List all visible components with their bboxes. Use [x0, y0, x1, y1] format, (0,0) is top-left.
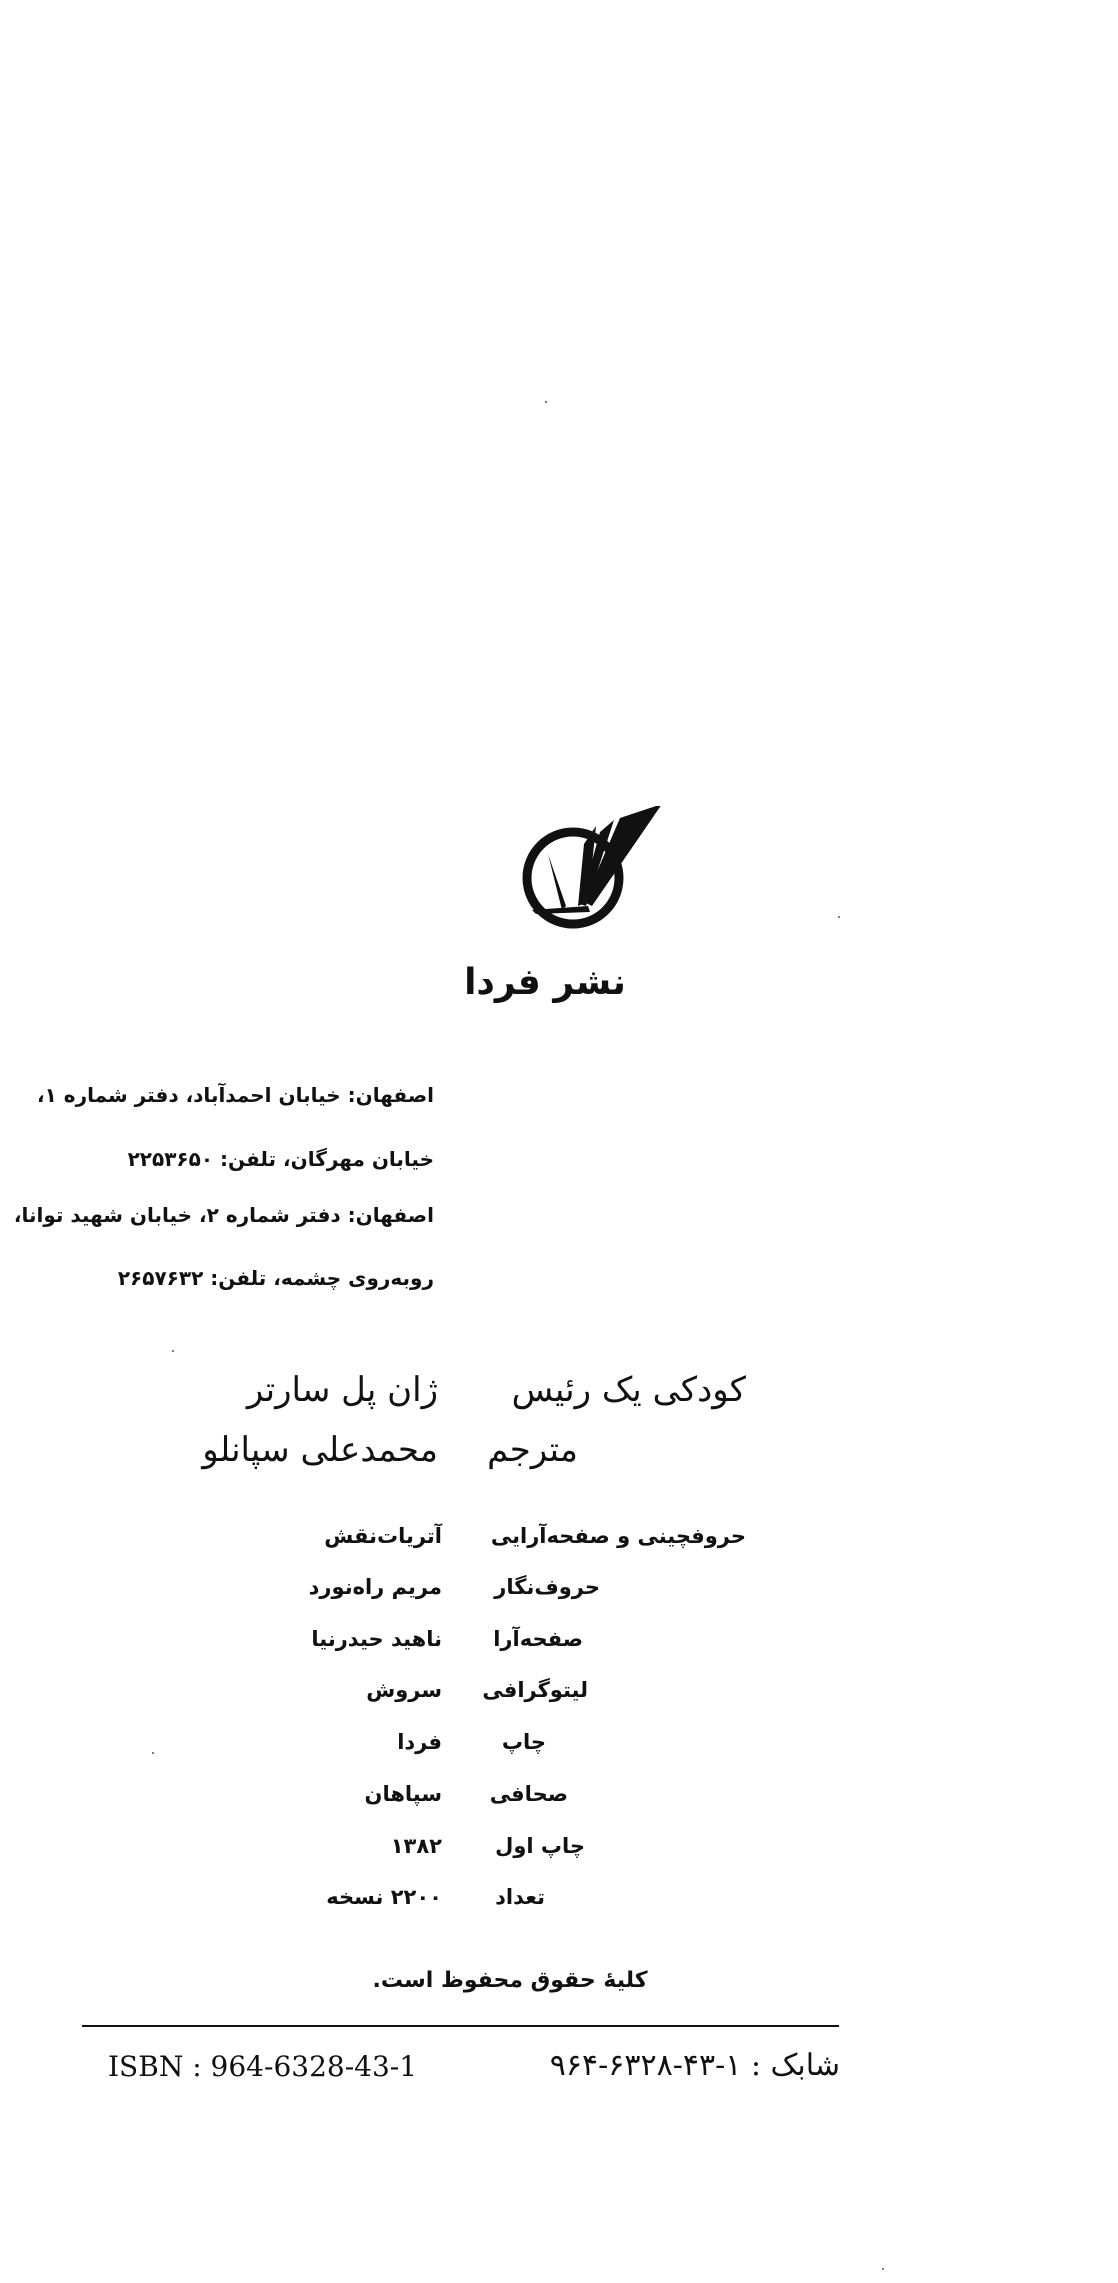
address-line-3: اصفهان: دفتر شماره ۲، خیابان شهید توانا،: [13, 1203, 434, 1227]
credit-value-lithography: سروش: [366, 1678, 442, 1702]
credit-value-typesetting: آتریات‌نقش: [324, 1524, 442, 1548]
credit-label-first-edition: چاپ اول: [495, 1834, 585, 1858]
scan-speck: [172, 1350, 174, 1352]
divider: [82, 2025, 839, 2027]
credit-value-print: فردا: [397, 1730, 442, 1754]
translator-name: محمدعلی سپانلو: [202, 1430, 438, 1470]
translator-label: مترجم: [487, 1430, 578, 1470]
credit-value-print-run: ۲۲۰۰ نسخه: [326, 1885, 442, 1909]
scan-speck: [152, 1752, 154, 1754]
credit-label-binding: صحافی: [489, 1782, 568, 1806]
credit-label-typist: حروف‌نگار: [494, 1575, 600, 1599]
publisher-name: نشر فردا: [464, 962, 626, 1003]
address-line-2: خیابان مهرگان، تلفن: ۲۲۵۳۶۵۰: [127, 1147, 434, 1171]
credit-label-print-run: تعداد: [495, 1885, 545, 1909]
credit-label-print: چاپ: [501, 1730, 546, 1754]
credit-value-typist: مریم راه‌نورد: [308, 1575, 442, 1599]
fist-and-pen-logo-icon: [488, 806, 664, 942]
scan-speck: [838, 916, 840, 918]
scan-speck: [545, 401, 547, 403]
address-line-1: اصفهان: خیابان احمدآباد، دفتر شماره ۱،: [36, 1083, 434, 1107]
book-author: ژان پل سارتر: [246, 1370, 438, 1410]
credit-value-binding: سپاهان: [364, 1782, 442, 1806]
credit-label-layout: صفحه‌آرا: [493, 1627, 583, 1651]
credit-value-first-edition: ۱۳۸۲: [390, 1834, 442, 1858]
publisher-logo: [488, 806, 664, 942]
rights-notice: کلیهٔ حقوق محفوظ است.: [372, 1968, 648, 1993]
shabak: شابک : ۱-۴۳-۶۳۲۸-۹۶۴: [549, 2048, 840, 2083]
scan-speck: [882, 2268, 884, 2270]
credit-label-lithography: لیتوگرافی: [482, 1678, 588, 1702]
address-line-4: روبه‌روی چشمه، تلفن: ۲۶۵۷۶۳۲: [117, 1266, 434, 1290]
credit-value-layout: ناهید حیدرنیا: [311, 1627, 442, 1651]
credit-label-typesetting: حروفچینی و صفحه‌آرایی: [490, 1524, 746, 1548]
isbn: ISBN : 964-6328-43-1: [108, 2050, 418, 2083]
book-title: کودکی یک رئیس: [511, 1370, 746, 1410]
